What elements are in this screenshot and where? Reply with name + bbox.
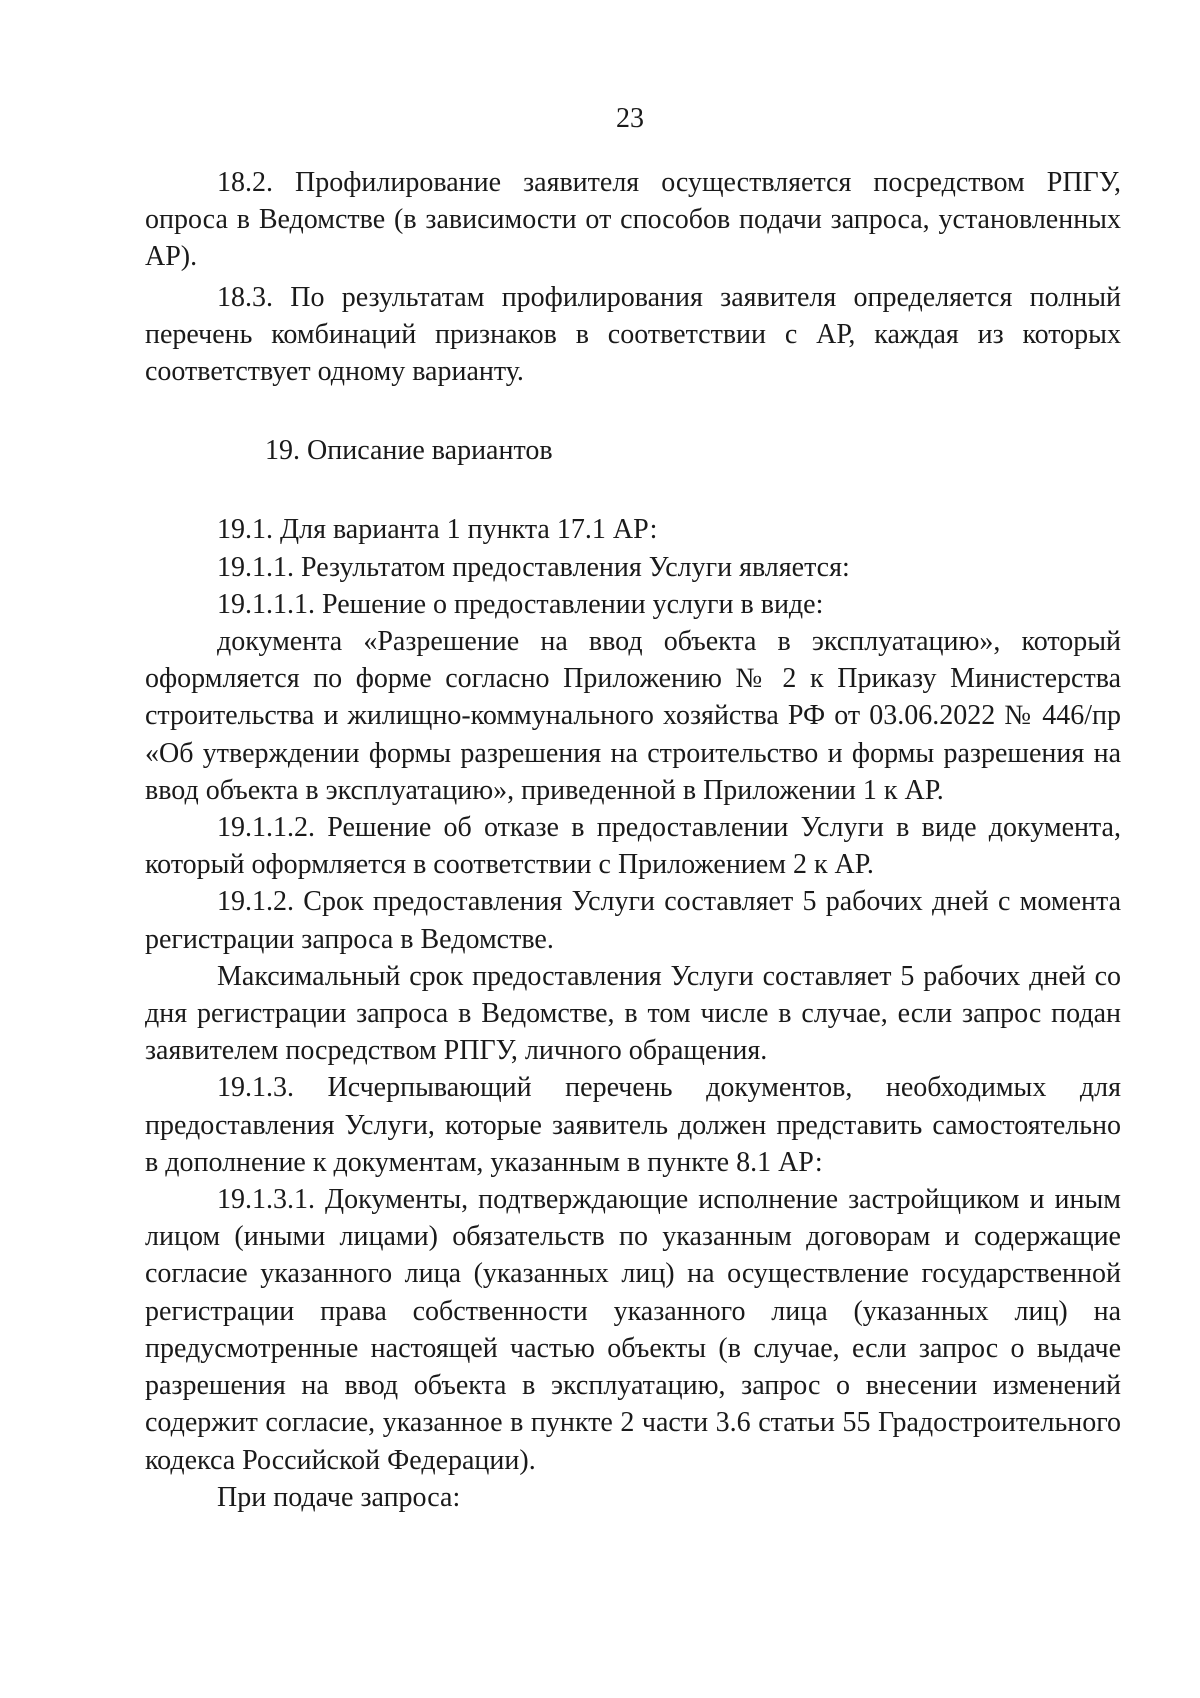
page-number: 23	[616, 103, 644, 134]
paragraph-19-1-1: 19.1.1. Результатом предоставления Услуги является:	[217, 551, 850, 583]
document-body	[145, 164, 1121, 1516]
section-heading-19: 19. Описание вариантов	[265, 435, 553, 467]
paragraph-19-1-3-1: 19.1.3.1. Документы, подтверждающие исполнение застройщиком и иным лицом (иными лицами) обязательств по указанным договорам и содержащие согласие указанного лица (указанных лиц) на осуществление государственной регистрации права собственности указанного лица (указанных лиц) на предусмотренные настоящей частью объекты (в случае, если запрос о выдаче разрешения на ввод объекта в эксплуатацию, запрос о внесении изменений содержит согласие, указанное в пункте 2 части 3.6 статьи 55 Градостроительного кодекса Российской Федерации).	[145, 1184, 1121, 1476]
paragraph-max-term: Максимальный срок предоставления Услуги составляет 5 рабочих дней со дня регистрации запроса в Ведомстве, в том числе в случае, если запрос подан заявителем посредством РПГУ, личного обращения.	[145, 960, 1121, 1067]
paragraph-18-2: 18.2. Профилирование заявителя осуществляется посредством РПГУ, опроса в Ведомстве (в зависимости от способов подачи запроса, установленных АР).	[145, 167, 1121, 273]
paragraph-18-3: 18.3. По результатам профилирования заявителя определяется полный перечень комбинаций признаков в соответствии с АР, каждая из которых соответствует одному варианту.	[145, 281, 1121, 388]
paragraph-19-1-1-2: 19.1.1.2. Решение об отказе в предоставлении Услуги в виде документа, который оформляется в соответствии с Приложением 2 к АР.	[145, 812, 1121, 881]
paragraph-document-form: документа «Разрешение на ввод объекта в эксплуатацию», который оформляется по форме согласно Приложению № 2 к Приказу Министерства строительства и жилищно-коммунального хозяйства РФ от 03.06.2022 № 446/пр «Об утверждении формы разрешения на строительство и формы разрешения на ввод объекта в эксплуатацию», приведенной в Приложении 1 к АР.	[145, 626, 1121, 806]
paragraph-19-1-2: 19.1.2. Срок предоставления Услуги составляет 5 рабочих дней с момента регистрации запроса в Ведомстве.	[145, 886, 1121, 955]
paragraph-19-1: 19.1. Для варианта 1 пункта 17.1 АР:	[217, 514, 658, 546]
paragraph-submission: При подаче запроса:	[217, 1481, 461, 1513]
paragraph-19-1-1-1: 19.1.1.1. Решение о предоставлении услуги в виде:	[217, 588, 824, 620]
paragraph-19-1-3: 19.1.3. Исчерпывающий перечень документов, необходимых для предоставления Услуги, которые заявитель должен представить самостоятельно в дополнение к документам, указанным в пункте 8.1 АР:	[145, 1072, 1121, 1178]
